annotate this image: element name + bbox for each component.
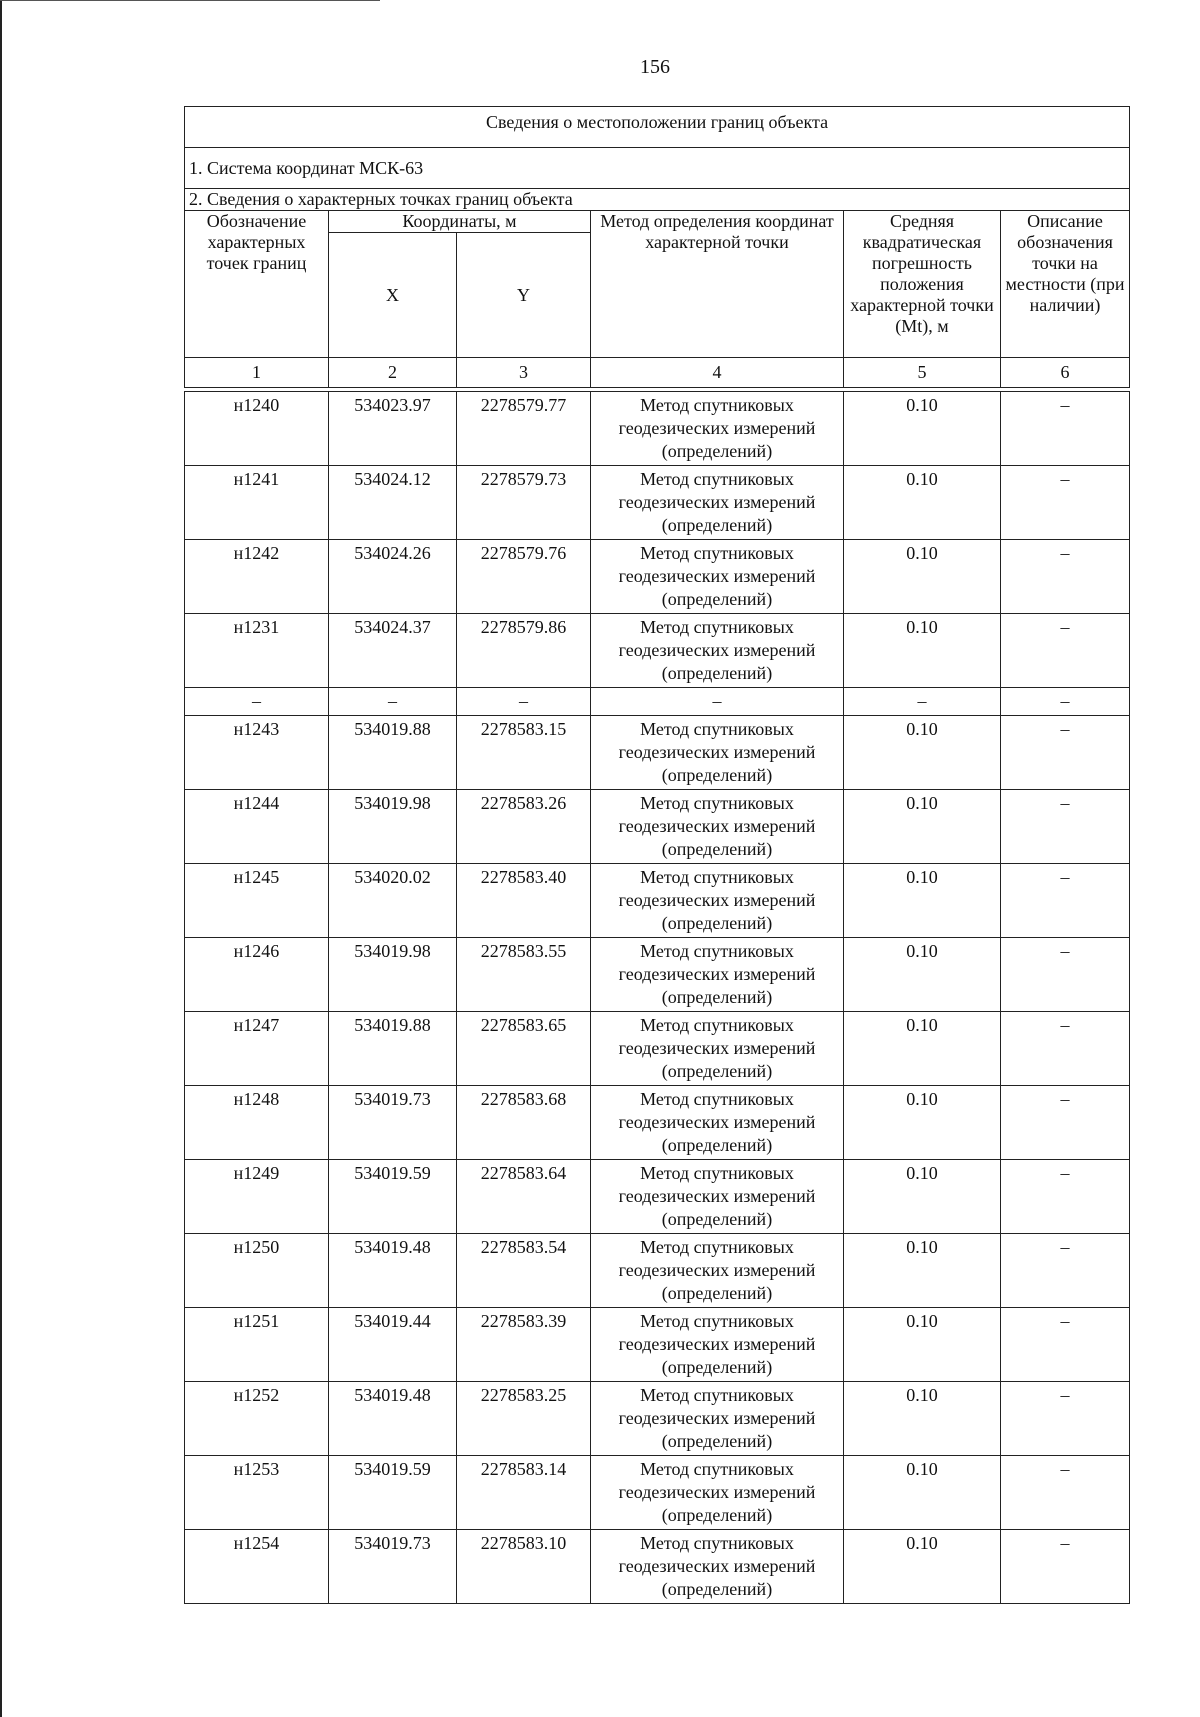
- coordinate-y: 2278583.64: [457, 1160, 591, 1234]
- method: Метод спутниковых геодезических измерений (определений): [591, 614, 844, 688]
- table-row: [185, 1530, 1130, 1604]
- coordinate-y: –: [457, 688, 591, 716]
- accuracy: 0.10: [844, 1012, 1001, 1086]
- column-number: 5: [844, 358, 1001, 388]
- scan-edge-left: [0, 0, 2, 1717]
- coordinate-x: 534019.88: [329, 716, 457, 790]
- coordinate-y: 2278583.26: [457, 790, 591, 864]
- table-row: [185, 540, 1130, 614]
- coordinate-x: 534019.44: [329, 1308, 457, 1382]
- boundary-points-table: [184, 106, 1130, 1604]
- separator-row: [185, 688, 1130, 716]
- table-row: [185, 1234, 1130, 1308]
- coordinate-y: 2278583.65: [457, 1012, 591, 1086]
- header-x: X: [329, 233, 457, 358]
- coordinate-y: 2278583.40: [457, 864, 591, 938]
- accuracy: 0.10: [844, 716, 1001, 790]
- column-number: 6: [1001, 358, 1130, 388]
- table-row: [185, 466, 1130, 540]
- header-coordinates: Координаты, м: [329, 211, 591, 233]
- point-description: –: [1001, 466, 1130, 540]
- point-designation: н1254: [185, 1530, 329, 1604]
- point-description: –: [1001, 688, 1130, 716]
- coordinate-y: 2278583.55: [457, 938, 591, 1012]
- point-description: –: [1001, 1012, 1130, 1086]
- section-row: [185, 189, 1130, 211]
- coordinate-y: 2278583.15: [457, 716, 591, 790]
- coordinate-y: 2278583.68: [457, 1086, 591, 1160]
- coordinate-x: 534019.59: [329, 1456, 457, 1530]
- point-description: –: [1001, 1308, 1130, 1382]
- method: Метод спутниковых геодезических измерений (определений): [591, 864, 844, 938]
- accuracy: 0.10: [844, 614, 1001, 688]
- table-row: [185, 864, 1130, 938]
- point-description: –: [1001, 790, 1130, 864]
- accuracy: 0.10: [844, 466, 1001, 540]
- scan-edge-top: [0, 0, 380, 1]
- table-row: [185, 790, 1130, 864]
- method: Метод спутниковых геодезических измерений (определений): [591, 540, 844, 614]
- method: Метод спутниковых геодезических измерений (определений): [591, 938, 844, 1012]
- accuracy: 0.10: [844, 1308, 1001, 1382]
- method: Метод спутниковых геодезических измерений (определений): [591, 716, 844, 790]
- coordinate-x: 534024.12: [329, 466, 457, 540]
- coordinate-x: 534019.48: [329, 1234, 457, 1308]
- header-description: Описание обозначения точки на местности (при наличии): [1001, 211, 1130, 358]
- coordinate-x: 534023.97: [329, 392, 457, 466]
- column-number: 1: [185, 358, 329, 388]
- coordinate-x: 534019.73: [329, 1530, 457, 1604]
- method: Метод спутниковых геодезических измерений (определений): [591, 790, 844, 864]
- column-number: 3: [457, 358, 591, 388]
- method: Метод спутниковых геодезических измерений (определений): [591, 1456, 844, 1530]
- point-description: –: [1001, 392, 1130, 466]
- point-designation: н1247: [185, 1012, 329, 1086]
- point-designation: н1253: [185, 1456, 329, 1530]
- table-title: Сведения о местоположении границ объекта: [485, 112, 829, 132]
- coordinate-x: 534019.48: [329, 1382, 457, 1456]
- accuracy: 0.10: [844, 392, 1001, 466]
- coordinate-x: 534019.59: [329, 1160, 457, 1234]
- coordinate-y: 2278579.73: [457, 466, 591, 540]
- header-y: Y: [457, 233, 591, 358]
- point-description: –: [1001, 1382, 1130, 1456]
- coordinate-y: 2278579.76: [457, 540, 591, 614]
- point-description: –: [1001, 1530, 1130, 1604]
- accuracy: 0.10: [844, 938, 1001, 1012]
- method: –: [591, 688, 844, 716]
- point-designation: н1251: [185, 1308, 329, 1382]
- accuracy: 0.10: [844, 790, 1001, 864]
- table-row: [185, 938, 1130, 1012]
- coordinate-x: 534024.26: [329, 540, 457, 614]
- point-designation: н1241: [185, 466, 329, 540]
- header-method: Метод определения координат характерной точки: [591, 211, 844, 358]
- accuracy: 0.10: [844, 540, 1001, 614]
- coordinate-x: 534019.73: [329, 1086, 457, 1160]
- point-description: –: [1001, 1234, 1130, 1308]
- table-row: [185, 1160, 1130, 1234]
- point-description: –: [1001, 716, 1130, 790]
- table-row: [185, 1382, 1130, 1456]
- column-number: 2: [329, 358, 457, 388]
- method: Метод спутниковых геодезических измерений (определений): [591, 1160, 844, 1234]
- coordinate-x: 534020.02: [329, 864, 457, 938]
- accuracy: 0.10: [844, 1530, 1001, 1604]
- accuracy: 0.10: [844, 864, 1001, 938]
- point-designation: н1240: [185, 392, 329, 466]
- coordinate-y: 2278579.86: [457, 614, 591, 688]
- table-row: [185, 1012, 1130, 1086]
- method: Метод спутниковых геодезических измерений (определений): [591, 1308, 844, 1382]
- table-row: [185, 614, 1130, 688]
- point-designation: н1252: [185, 1382, 329, 1456]
- point-description: –: [1001, 938, 1130, 1012]
- column-number: 4: [591, 358, 844, 388]
- accuracy: –: [844, 688, 1001, 716]
- point-designation: н1244: [185, 790, 329, 864]
- coordinate-y: 2278583.54: [457, 1234, 591, 1308]
- table-row: [185, 1308, 1130, 1382]
- point-designation: н1250: [185, 1234, 329, 1308]
- method: Метод спутниковых геодезических измерений (определений): [591, 1530, 844, 1604]
- header-accuracy: Средняя квадратическая погрешность положения характерной точки (Mt), м: [844, 211, 1001, 358]
- point-description: –: [1001, 1160, 1130, 1234]
- point-designation: н1245: [185, 864, 329, 938]
- point-designation: н1243: [185, 716, 329, 790]
- coordinate-y: 2278583.10: [457, 1530, 591, 1604]
- header-row-1: [185, 211, 1130, 233]
- coordinate-x: –: [329, 688, 457, 716]
- point-designation: н1249: [185, 1160, 329, 1234]
- coordinate-y: 2278583.39: [457, 1308, 591, 1382]
- accuracy: 0.10: [844, 1086, 1001, 1160]
- point-description: –: [1001, 1456, 1130, 1530]
- coordinate-system-row: [185, 148, 1130, 189]
- method: Метод спутниковых геодезических измерений (определений): [591, 1382, 844, 1456]
- accuracy: 0.10: [844, 1160, 1001, 1234]
- header-designation: Обозначение характерных точек границ: [185, 211, 329, 358]
- point-description: –: [1001, 864, 1130, 938]
- section-title: 2. Сведения о характерных точках границ объекта: [185, 189, 1130, 211]
- accuracy: 0.10: [844, 1234, 1001, 1308]
- coordinate-y: 2278583.14: [457, 1456, 591, 1530]
- point-designation: н1246: [185, 938, 329, 1012]
- method: Метод спутниковых геодезических измерений (определений): [591, 466, 844, 540]
- point-description: –: [1001, 540, 1130, 614]
- method: Метод спутниковых геодезических измерений (определений): [591, 392, 844, 466]
- title-row: [185, 107, 1130, 148]
- table-row: [185, 392, 1130, 466]
- point-description: –: [1001, 1086, 1130, 1160]
- point-designation: н1231: [185, 614, 329, 688]
- point-designation: н1248: [185, 1086, 329, 1160]
- coordinate-x: 534019.88: [329, 1012, 457, 1086]
- method: Метод спутниковых геодезических измерений (определений): [591, 1012, 844, 1086]
- point-designation: –: [185, 688, 329, 716]
- table-row: [185, 716, 1130, 790]
- coordinate-y: 2278579.77: [457, 392, 591, 466]
- table-row: [185, 1456, 1130, 1530]
- coordinate-y: 2278583.25: [457, 1382, 591, 1456]
- coordinate-x: 534019.98: [329, 790, 457, 864]
- page-number: 156: [640, 56, 670, 78]
- column-numbers-row: [185, 358, 1130, 388]
- table-row: [185, 1086, 1130, 1160]
- coordinate-x: 534019.98: [329, 938, 457, 1012]
- point-designation: н1242: [185, 540, 329, 614]
- accuracy: 0.10: [844, 1456, 1001, 1530]
- coordinate-system: 1. Система координат МСК-63: [185, 148, 1130, 189]
- method: Метод спутниковых геодезических измерений (определений): [591, 1086, 844, 1160]
- coordinate-x: 534024.37: [329, 614, 457, 688]
- method: Метод спутниковых геодезических измерений (определений): [591, 1234, 844, 1308]
- point-description: –: [1001, 614, 1130, 688]
- accuracy: 0.10: [844, 1382, 1001, 1456]
- table-body: [185, 107, 1130, 1604]
